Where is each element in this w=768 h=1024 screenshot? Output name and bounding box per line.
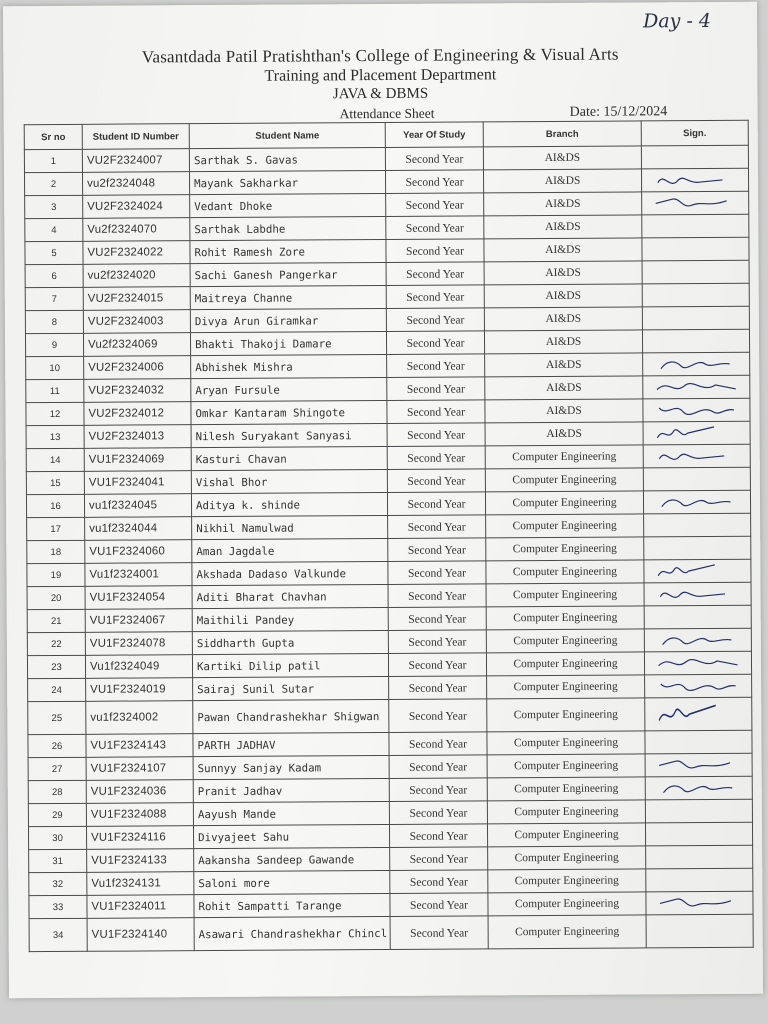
cell-student-id: VU2F2324007: [82, 149, 189, 173]
cell-student-name: Vedant Dhoke: [190, 193, 386, 217]
cell-year-of-study: Second Year: [389, 732, 487, 756]
column-header-student-id: Student ID Number: [82, 124, 189, 150]
cell-sr-no: 2: [24, 172, 82, 195]
cell-student-id: Vu1f2324131: [87, 872, 194, 896]
cell-branch: Computer Engineering: [488, 915, 646, 949]
cell-sr-no: 27: [28, 757, 86, 780]
cell-year-of-study: Second Year: [387, 492, 485, 516]
table-row: [28, 697, 752, 734]
cell-signature: [644, 536, 751, 560]
cell-branch: Computer Engineering: [486, 560, 644, 584]
cell-signature: [646, 891, 753, 915]
cell-student-id: VU1F2324133: [87, 849, 194, 873]
cell-student-name: Aditya k. shinde: [191, 492, 387, 516]
cell-year-of-study: Second Year: [390, 870, 488, 894]
cell-branch: Computer Engineering: [487, 675, 645, 699]
cell-signature: [641, 168, 748, 192]
cell-student-name: Sarthak S. Gavas: [189, 147, 385, 171]
cell-student-id: VU1F2324078: [85, 632, 192, 656]
handwritten-signature: [652, 193, 740, 214]
cell-year-of-study: Second Year: [386, 262, 484, 286]
signature-stroke: [664, 786, 732, 793]
cell-signature: [645, 776, 752, 800]
cell-student-id: VU1F2324060: [85, 540, 192, 564]
cell-sr-no: 28: [28, 780, 86, 803]
column-header-branch: Branch: [483, 121, 641, 147]
cell-sr-no: 4: [25, 218, 83, 241]
column-header-sign: Sign.: [641, 120, 748, 146]
cell-year-of-study: Second Year: [389, 755, 487, 779]
cell-year-of-study: Second Year: [390, 847, 488, 871]
cell-student-name: Aakansha Sandeep Gawande: [194, 847, 390, 871]
cell-student-name: Divyajeet Sahu: [193, 824, 389, 848]
cell-student-name: Pranit Jadhav: [193, 778, 389, 802]
cell-signature: [646, 868, 753, 892]
cell-sr-no: 15: [26, 471, 84, 494]
cell-year-of-study: Second Year: [388, 653, 486, 677]
cell-signature: [644, 513, 751, 537]
cell-signature: [644, 605, 751, 629]
signature-stroke: [662, 500, 730, 507]
cell-branch: Computer Engineering: [487, 754, 645, 778]
cell-signature: [641, 145, 748, 169]
cell-branch: AI&DS: [485, 422, 643, 446]
cell-student-id: VU1F2324143: [86, 734, 193, 758]
cell-branch: Computer Engineering: [486, 606, 644, 630]
cell-student-id: Vu2f2324069: [83, 333, 190, 357]
cell-student-id: VU1F2324107: [86, 757, 193, 781]
cell-signature: [643, 444, 750, 468]
cell-student-id: Vu2f2324070: [83, 218, 190, 242]
cell-sr-no: 32: [29, 872, 87, 895]
cell-sr-no: 20: [27, 586, 85, 609]
cell-sr-no: 6: [25, 264, 83, 287]
cell-student-id: VU1F2324011: [87, 895, 194, 919]
cell-student-name: Nilesh Suryakant Sanyasi: [191, 423, 387, 447]
cell-student-id: vu1f2324045: [84, 494, 191, 518]
handwritten-signature: [655, 653, 743, 674]
cell-student-id: Vu1f2324001: [85, 563, 192, 587]
cell-year-of-study: Second Year: [390, 893, 488, 917]
cell-sr-no: 9: [25, 333, 83, 356]
cell-year-of-study: Second Year: [389, 824, 487, 848]
college-name: Vasantdada Patil Pratishthan's College of Engineering & Visual Arts: [141, 44, 619, 67]
cell-year-of-study: Second Year: [387, 354, 485, 378]
handwritten-signature: [656, 755, 744, 776]
signature-stroke: [663, 638, 731, 645]
cell-student-name: Saloni more: [194, 870, 390, 894]
cell-signature: [645, 730, 752, 754]
cell-branch: Computer Engineering: [486, 537, 644, 561]
handwritten-day-note: Day - 4: [643, 9, 712, 33]
handwritten-signature: [656, 893, 744, 914]
cell-signature: [645, 753, 752, 777]
cell-signature: [643, 490, 750, 514]
cell-student-id: VU1F2324067: [85, 609, 192, 633]
cell-sr-no: 1: [24, 149, 82, 172]
cell-year-of-study: Second Year: [388, 561, 486, 585]
cell-sr-no: 31: [29, 849, 87, 872]
attendance-rows: [24, 145, 753, 951]
cell-year-of-study: Second Year: [385, 147, 483, 171]
cell-branch: AI&DS: [484, 215, 642, 239]
cell-student-name: Asawari Chandrashekhar Chincl: [194, 916, 390, 950]
cell-sr-no: 25: [28, 701, 86, 734]
cell-student-name: Kartiki Dilip patil: [192, 653, 388, 677]
cell-year-of-study: Second Year: [388, 538, 486, 562]
cell-student-name: Aditi Bharat Chavhan: [192, 584, 388, 608]
cell-student-name: Sachi Ganesh Pangerkar: [190, 262, 386, 286]
cell-branch: Computer Engineering: [486, 583, 644, 607]
cell-branch: Computer Engineering: [487, 698, 645, 732]
cell-student-id: Vu1f2324049: [85, 655, 192, 679]
cell-signature: [645, 674, 752, 698]
cell-sr-no: 16: [26, 494, 84, 517]
cell-branch: Computer Engineering: [485, 491, 643, 515]
signature-stroke: [658, 565, 714, 575]
signature-stroke: [660, 454, 724, 459]
cell-signature: [642, 283, 749, 307]
cell-student-name: Nikhil Namulwad: [192, 515, 388, 539]
cell-sr-no: 10: [26, 356, 84, 379]
cell-branch: Computer Engineering: [485, 468, 643, 492]
cell-sr-no: 18: [27, 540, 85, 563]
cell-student-name: Aayush Mande: [193, 801, 389, 825]
cell-sr-no: 29: [28, 803, 86, 826]
cell-student-name: Bhakti Thakoji Damare: [190, 331, 386, 355]
cell-year-of-study: Second Year: [390, 916, 488, 950]
cell-sr-no: 5: [25, 241, 83, 264]
cell-signature: [645, 799, 752, 823]
column-header-year-of-study: Year Of Study: [385, 122, 483, 148]
attendance-sheet: [3, 2, 763, 999]
cell-student-name: Siddharth Gupta: [192, 630, 388, 654]
cell-year-of-study: Second Year: [388, 607, 486, 631]
cell-year-of-study: Second Year: [385, 170, 483, 194]
cell-signature: [644, 651, 751, 675]
column-header-sr-no: Sr no: [24, 124, 82, 149]
cell-signature: [644, 559, 751, 583]
cell-year-of-study: Second Year: [389, 699, 487, 733]
cell-year-of-study: Second Year: [387, 446, 485, 470]
signature-stroke: [657, 383, 735, 389]
signature-stroke: [656, 199, 726, 206]
signature-stroke: [659, 706, 715, 720]
cell-sr-no: 22: [27, 632, 85, 655]
cell-branch: AI&DS: [484, 238, 642, 262]
cell-signature: [642, 237, 749, 261]
cell-year-of-study: Second Year: [386, 308, 484, 332]
cell-sr-no: 14: [26, 448, 84, 471]
sheet-date: Date: 15/12/2024: [569, 104, 668, 120]
cell-branch: Computer Engineering: [486, 514, 644, 538]
handwritten-signature: [653, 354, 741, 375]
handwritten-signature: [654, 446, 742, 467]
signature-stroke: [659, 408, 733, 415]
cell-student-id: VU2F2324032: [84, 379, 191, 403]
signature-stroke: [658, 427, 714, 437]
cell-branch: Computer Engineering: [488, 869, 646, 893]
cell-student-name: Maitreya Channe: [190, 285, 386, 309]
cell-student-id: VU2F2324015: [83, 287, 190, 311]
cell-branch: AI&DS: [484, 261, 642, 285]
attendance-table: [24, 120, 754, 952]
cell-year-of-study: Second Year: [387, 377, 485, 401]
signature-stroke: [660, 899, 730, 906]
cell-branch: AI&DS: [484, 192, 642, 216]
cell-branch: Computer Engineering: [486, 652, 644, 676]
cell-year-of-study: Second Year: [387, 400, 485, 424]
signature-stroke: [658, 178, 722, 183]
cell-sr-no: 8: [25, 310, 83, 333]
cell-year-of-study: Second Year: [388, 515, 486, 539]
handwritten-signature: [654, 423, 742, 444]
cell-sr-no: 11: [26, 379, 84, 402]
cell-signature: [643, 467, 750, 491]
cell-student-id: VU1F2324036: [86, 780, 193, 804]
cell-branch: AI&DS: [484, 307, 642, 331]
cell-signature: [643, 398, 750, 422]
table-row: [29, 914, 753, 951]
cell-signature: [643, 421, 750, 445]
cell-student-name: Maithili Pandey: [192, 607, 388, 631]
cell-branch: Computer Engineering: [485, 445, 643, 469]
cell-student-name: Aman Jagdale: [192, 538, 388, 562]
cell-year-of-study: Second Year: [388, 584, 486, 608]
cell-branch: Computer Engineering: [487, 777, 645, 801]
cell-sr-no: 26: [28, 734, 86, 757]
cell-signature: [644, 582, 751, 606]
cell-student-id: VU1F2324088: [86, 803, 193, 827]
cell-student-id: VU2F2324024: [83, 195, 190, 219]
cell-student-id: VU2F2324006: [84, 356, 191, 380]
department-name: Training and Placement Department: [264, 66, 497, 85]
cell-signature: [646, 845, 753, 869]
cell-branch: AI&DS: [483, 169, 641, 193]
cell-signature: [642, 214, 749, 238]
sheet-title: Attendance Sheet: [339, 105, 435, 122]
cell-branch: Computer Engineering: [488, 892, 646, 916]
cell-year-of-study: Second Year: [386, 285, 484, 309]
cell-student-name: Pawan Chandrashekhar Shigwan: [193, 699, 389, 733]
cell-branch: Computer Engineering: [487, 823, 645, 847]
cell-student-id: VU2F2324012: [84, 402, 191, 426]
signature-stroke: [661, 362, 729, 369]
cell-sr-no: 34: [29, 918, 87, 951]
cell-student-id: vu2f2324020: [83, 264, 190, 288]
cell-year-of-study: Second Year: [386, 239, 484, 263]
cell-student-name: Omkar Kantaram Shingote: [191, 400, 387, 424]
cell-signature: [642, 191, 749, 215]
cell-branch: AI&DS: [485, 376, 643, 400]
cell-sr-no: 19: [27, 563, 85, 586]
handwritten-signature: [655, 584, 743, 605]
cell-branch: AI&DS: [485, 399, 643, 423]
cell-student-id: VU2F2324003: [83, 310, 190, 334]
column-header-student-name: Student Name: [189, 122, 385, 148]
cell-year-of-study: Second Year: [387, 469, 485, 493]
cell-signature: [642, 260, 749, 284]
handwritten-signature: [656, 778, 744, 799]
cell-sr-no: 24: [28, 678, 86, 701]
cell-signature: [643, 352, 750, 376]
signature-stroke: [661, 592, 725, 597]
cell-student-id: VU1F2324069: [84, 448, 191, 472]
cell-year-of-study: Second Year: [389, 801, 487, 825]
cell-sr-no: 30: [28, 826, 86, 849]
cell-student-id: vu2f2324048: [82, 172, 189, 196]
cell-student-name: Rohit Ramesh Zore: [190, 239, 386, 263]
cell-student-id: VU1F2324041: [84, 471, 191, 495]
cell-branch: AI&DS: [484, 284, 642, 308]
cell-signature: [643, 375, 750, 399]
cell-signature: [645, 697, 752, 731]
cell-sr-no: 13: [26, 425, 84, 448]
cell-sr-no: 3: [25, 195, 83, 218]
cell-student-name: Akshada Dadaso Valkunde: [192, 561, 388, 585]
cell-sr-no: 33: [29, 895, 87, 918]
cell-student-name: Sunnyy Sanjay Kadam: [193, 755, 389, 779]
cell-student-name: Kasturi Chavan: [191, 446, 387, 470]
cell-student-name: Sarthak Labdhe: [190, 216, 386, 240]
cell-student-id: VU2F2324022: [83, 241, 190, 265]
cell-student-name: Sairaj Sunil Sutar: [193, 676, 389, 700]
cell-sr-no: 21: [27, 609, 85, 632]
cell-student-name: Abhishek Mishra: [191, 354, 387, 378]
cell-year-of-study: Second Year: [389, 676, 487, 700]
cell-sr-no: 23: [27, 655, 85, 678]
handwritten-signature: [653, 377, 741, 398]
cell-student-name: PARTH JADHAV: [193, 732, 389, 756]
cell-student-name: Divya Arun Giramkar: [190, 308, 386, 332]
signature-stroke: [660, 761, 730, 768]
cell-year-of-study: Second Year: [389, 778, 487, 802]
course-name: JAVA & DBMS: [332, 85, 429, 103]
cell-student-name: Mayank Sakharkar: [189, 170, 385, 194]
cell-signature: [642, 306, 749, 330]
cell-student-name: Vishal Bhor: [191, 469, 387, 493]
cell-year-of-study: Second Year: [388, 630, 486, 654]
cell-year-of-study: Second Year: [386, 216, 484, 240]
cell-student-id: VU1F2324054: [85, 586, 192, 610]
cell-signature: [642, 329, 749, 353]
cell-branch: Computer Engineering: [486, 629, 644, 653]
cell-sr-no: 7: [25, 287, 83, 310]
handwritten-signature: [652, 170, 740, 191]
cell-branch: AI&DS: [484, 330, 642, 354]
cell-student-name: Aryan Fursule: [191, 377, 387, 401]
cell-student-id: VU1F2324019: [86, 678, 193, 702]
cell-signature: [646, 914, 753, 948]
cell-sr-no: 12: [26, 402, 84, 425]
cell-student-id: VU1F2324140: [87, 918, 194, 952]
cell-sr-no: 17: [27, 517, 85, 540]
cell-signature: [645, 822, 752, 846]
signature-stroke: [661, 684, 735, 691]
cell-student-id: vu1f2324044: [85, 517, 192, 541]
cell-student-id: VU1F2324116: [86, 826, 193, 850]
handwritten-signature: [653, 400, 741, 421]
cell-branch: Computer Engineering: [487, 731, 645, 755]
handwritten-signature: [654, 492, 742, 513]
cell-signature: [644, 628, 751, 652]
cell-student-id: VU2F2324013: [84, 425, 191, 449]
handwritten-signature: [655, 700, 743, 729]
cell-branch: AI&DS: [485, 353, 643, 377]
cell-year-of-study: Second Year: [386, 193, 484, 217]
handwritten-signature: [654, 561, 742, 582]
signature-stroke: [659, 659, 737, 665]
handwritten-signature: [655, 630, 743, 651]
cell-year-of-study: Second Year: [387, 423, 485, 447]
cell-branch: AI&DS: [483, 146, 641, 170]
handwritten-signature: [655, 676, 743, 697]
cell-student-name: Rohit Sampatti Tarange: [194, 893, 390, 917]
cell-branch: Computer Engineering: [487, 800, 645, 824]
cell-student-id: vu1f2324002: [86, 701, 193, 735]
cell-year-of-study: Second Year: [386, 331, 484, 355]
cell-branch: Computer Engineering: [488, 846, 646, 870]
